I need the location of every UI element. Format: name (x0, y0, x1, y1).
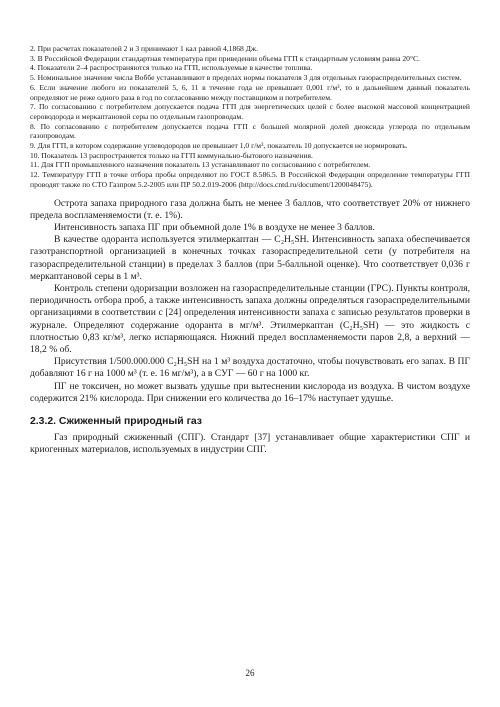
note-item: 12. Температуру ГГП в точке отбора пробы определяют по ГОСТ 8.586.5. В Российской Федерации определение температуры ГГП проводят также по СТО Газпром 5.2-2005 или ПР 50.2.019-2006 (http://docs.cntd.ru/document/1200048475). (30, 170, 470, 189)
note-item: 9. Для ГГП, в котором содержание углеводородов не превышает 1,0 г/м³, показатель 10 допускается не нормировать. (30, 141, 408, 151)
paragraph: Присутствия 1/500.000.000 C₂H₅SH на 1 м³ воздуха достаточно, чтобы почувствовать его запах. В ПГ добавляют 16 г на 1000 м³ (т. е. 16 мг/м³), а в СУГ — 60 г на 1000 кг. (30, 356, 470, 380)
paragraph: Интенсивность запаха ПГ при объемной доле 1% в воздухе не менее 3 баллов. (54, 221, 375, 233)
note-item: 8. По согласованию с потребителем допускается подача ГГП с большей молярной долей диоксида углерода по отдельным газопроводам. (30, 121, 470, 141)
note-item: 2. При расчетах показателей 2 и 3 принимают 1 кал равной 4,1868 Дж. (30, 44, 259, 53)
paragraph: ПГ не токсичен, но может вызвать удушье при вытеснении кислорода из воздуха. В чистом воздухе содержится 21% кислорода. При снижении его количества до 16–17% наступает удушье. (30, 380, 470, 404)
note-item: 6. Если значение любого из показателей 5, 6, 11 в течение года не превышает 0,001 г/м³, то в дальнейшем данный показатель определяют не реже одного раза в год по согласованию между поставщиком и потребителем. (30, 82, 470, 102)
paragraph: Контроль степени одоризации возложен на газораспределительные станции (ГРС). Пункты контроля, периодичность отбора проб, а также интенсивность запаха должны определяться газораспределительными организациями в соответствии с [24] определения интенсивности запаха с записью результатов проверки в журнале. Определяют содержание одоранта в мг/м³. Этилмеркаптан (C₂H₅SH) — это жидкость с плотностью 0,83 кг/м³, легко испаряющаяся. Нижний предел воспламеняемости паров 2,8, а верхний — 18,2 % об. (30, 282, 470, 355)
note-item: 10. Показатель 13 распространяется только на ГГП коммунально-бытового назначения. (30, 150, 313, 160)
page-number: 26 (245, 668, 255, 678)
table-notes (30, 44, 470, 190)
note-item: 7. По согласованию с потребителем допускается подача ГГП для энергетических целей с более высокой массовой концентрацией сероводорода и меркаптановой серы по отдельным газопроводам. (30, 102, 470, 121)
paragraph: В качестве одоранта используется этилмеркаптан — C₂H₅SH. Интенсивность запаха обеспечивается газотранспортной организацией в конечных точках газораспределительной сети (у потребителя на газораспределительной станции) в пределах 3 баллов (при 5-балльной оценке). Что соответствует 0,036 г меркаптановой серы в 1 м³. (30, 234, 470, 282)
note-item: 3. В Российской Федерации стандартная температура при приведении объема ГГП к стандартным условиям равна 20°С. (30, 53, 420, 63)
section-body (30, 432, 470, 456)
page-content (30, 44, 470, 456)
paragraph: Острота запаха природного газа должна быть не менее 3 баллов, что соответствует 20% от нижнего предела воспламеняемости (т. е. 1%). (30, 197, 470, 221)
note-item: 5. Номинальное значение числа Воббе устанавливают в пределах нормы показателя 3 для отдельных газораспределительных систем. (30, 73, 462, 83)
paragraph: Газ природный сжиженный (СПГ). Стандарт [37] устанавливает общие характеристики СПГ и криогенных материалов, используемых в индустрии СПГ. (30, 432, 470, 456)
section-heading: 2.3.2. Сжиженный природный газ (30, 416, 202, 427)
note-item: 4. Показатели 2–4 распространяются только на ГГП, используемые в качестве топлива. (30, 63, 313, 73)
body-text (30, 198, 470, 405)
note-item: 11. Для ГГП промышленного назначения показатель 13 устанавливают по согласованию с потребителем. (30, 160, 371, 170)
